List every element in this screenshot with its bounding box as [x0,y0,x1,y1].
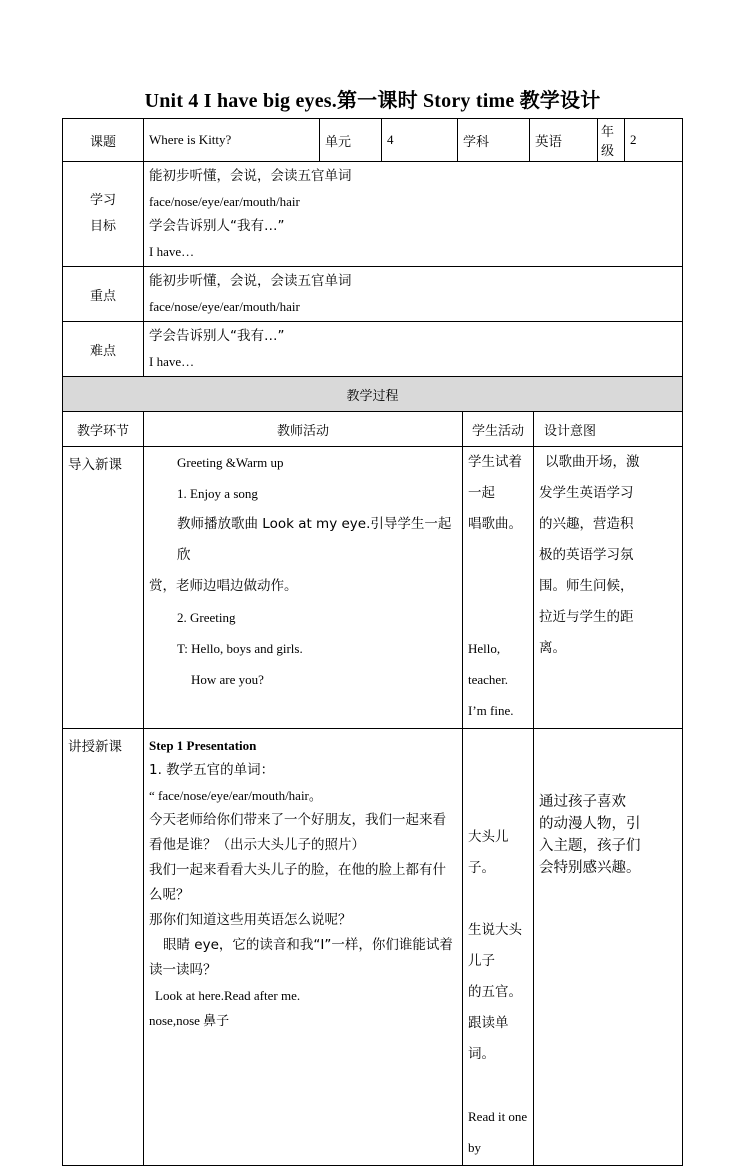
header-student: 学生活动 [463,412,534,447]
grade-value: 2 [625,119,683,162]
process-title-row [63,377,683,412]
design-intent-cell: 通过孩子喜欢 的动漫人物，引 入主题，孩子们 会特别感兴趣。 [534,729,683,1166]
key-points-row [63,267,683,322]
stage-cell: 导入新课 [63,447,144,729]
difficulties-row [63,322,683,377]
document-title: Unit 4 I have big eyes.第一课时 Story time 教学设计 [144,90,601,112]
objectives-row [63,162,683,267]
student-activity-cell: 大头儿子。 生说大头儿子 的五官。 跟读单词。 Read it one by [463,729,534,1166]
student-activity-cell: 学生试着一起 唱歌曲。 Hello, teacher. I’m fine. [463,447,534,729]
process-title: 教学过程 [63,377,683,412]
objectives-label: 学习 目标 [63,162,144,267]
lesson-plan-table [62,118,683,1166]
subject-label: 学科 [458,119,530,162]
unit-label: 单元 [320,119,382,162]
objectives-content: 能初步听懂，会说，会读五官单词 face/nose/eye/ear/mouth/hair 学会告诉别人“我有…” I have… [144,162,683,267]
table-row [63,447,683,729]
grade-label: 年级 [598,119,625,162]
design-intent-cell: 以歌曲开场，激 发学生英语学习 的兴趣，营造积 极的英语学习氛 围。师生问候， 拉近与学生的距 离。 [534,447,683,729]
header-stage: 教学环节 [63,412,144,447]
teacher-activity-cell: Step 1 Presentation 1. 教学五官的单词： “ face/nose/eye/ear/mouth/hair。 今天老师给你们带来了一个好朋友，我们一起来看 看他是谁？（出示大头儿子的照片） 我们一起来看看大头儿子的脸，在他的脸上都有什 么呢？ 那你们知道这些用英语怎么说呢？ 眼睛 eye，它的读音和我“I”一样，你们谁能试着 读一读吗？ Look at here.Read after me. nose,nose 鼻子 [144,729,463,1166]
topic-value: Where is Kitty? [144,119,320,162]
difficulties-label: 难点 [63,322,144,377]
key-points-label: 重点 [63,267,144,322]
teacher-activity-cell: Greeting &Warm up 1. Enjoy a song 教师播放歌曲 Look at my eye.引导学生一起欣 赏，老师边唱边做动作。 2. Greeting T: Hello, boys and girls. How are you? [144,447,463,729]
header-intent: 设计意图 [534,412,683,447]
topic-label: 课题 [63,119,144,162]
table-row [63,729,683,1166]
info-row [63,119,683,162]
key-points-content: 能初步听懂，会说，会读五官单词 face/nose/eye/ear/mouth/hair [144,267,683,322]
subject-value: 英语 [530,119,598,162]
unit-value: 4 [382,119,458,162]
stage-cell: 讲授新课 [63,729,144,1166]
process-header-row [63,412,683,447]
difficulties-content: 学会告诉别人“我有…” I have… [144,322,683,377]
header-teacher: 教师活动 [144,412,463,447]
